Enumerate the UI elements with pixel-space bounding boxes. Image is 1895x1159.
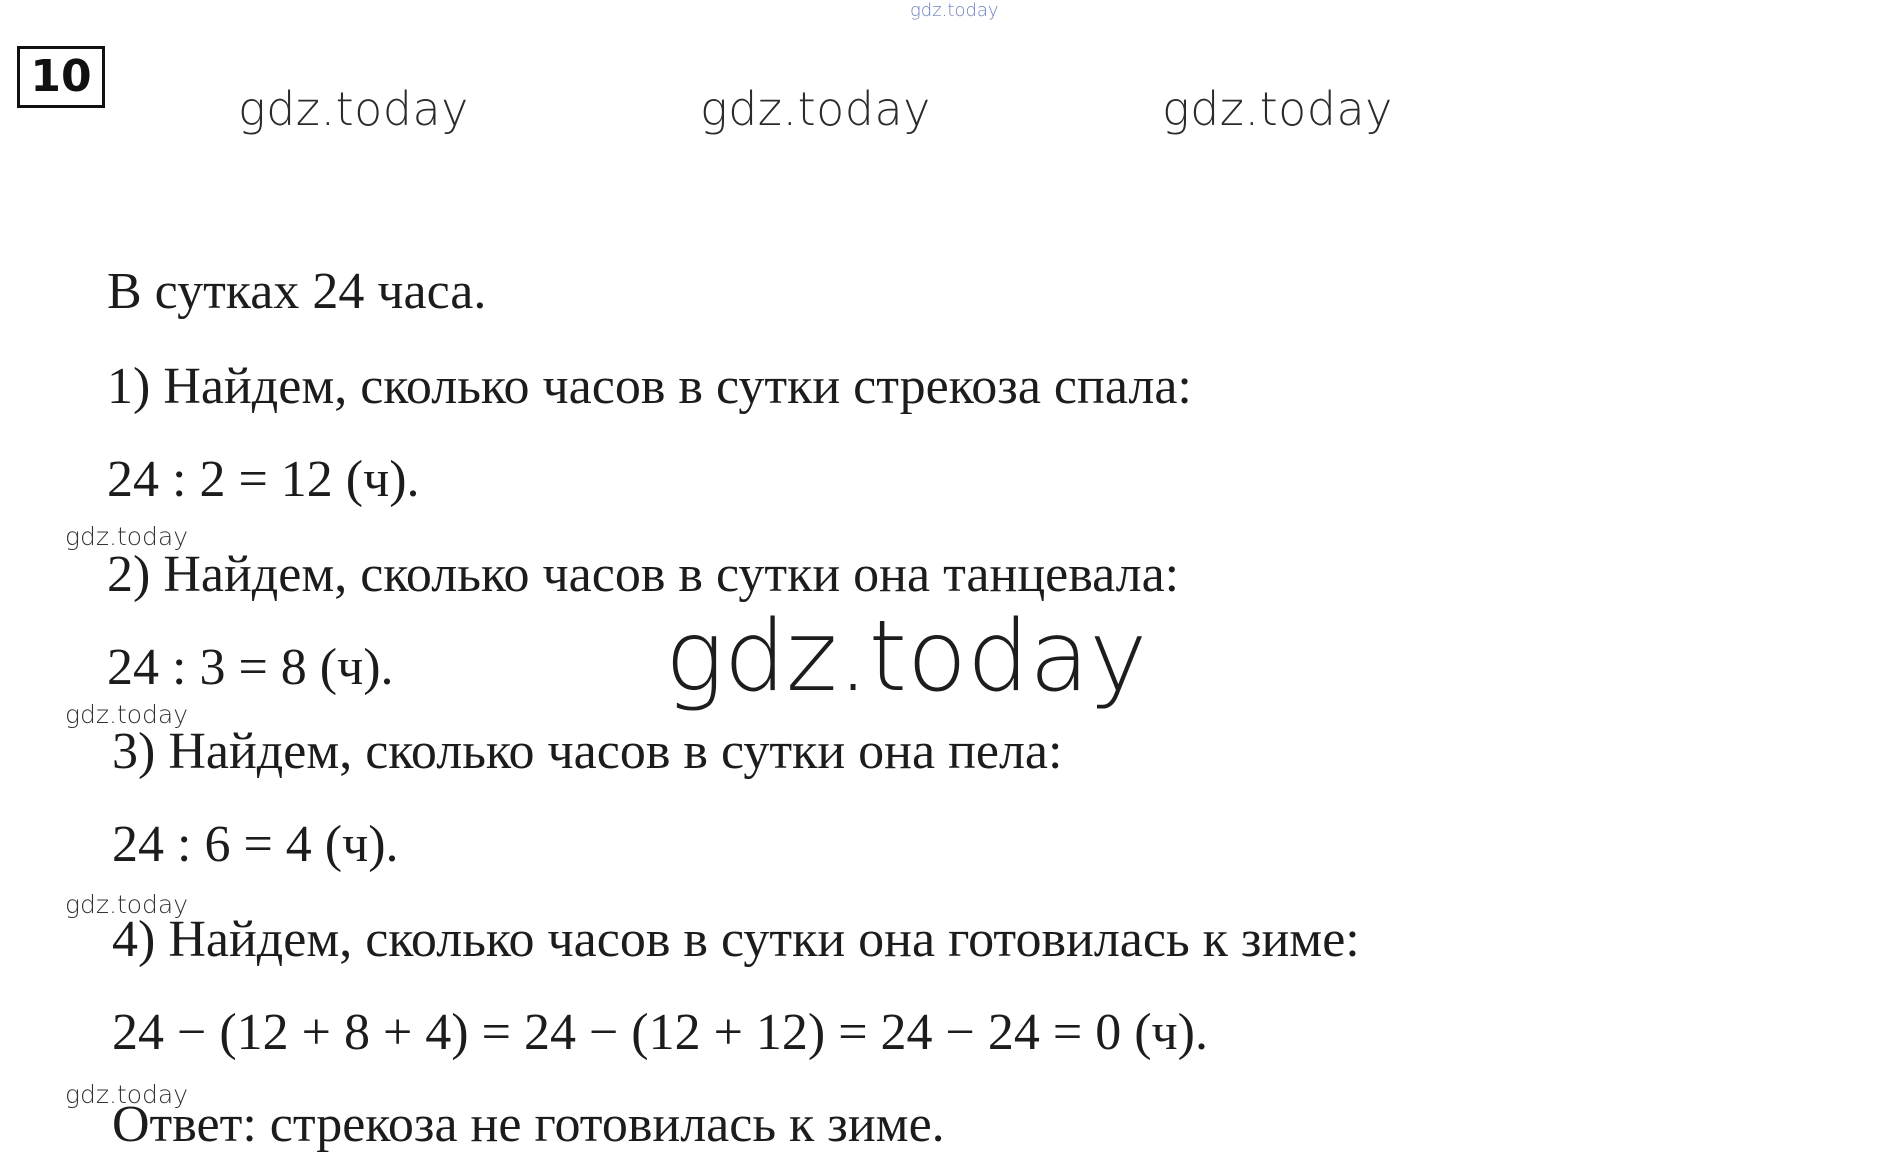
watermark-side-2: gdz.today <box>65 700 189 729</box>
watermark-header-1: gdz.today <box>238 82 469 136</box>
solution-line-step1: 1) Найдем, сколько часов в сутки стрекоза спала: <box>107 358 1192 415</box>
solution-line-intro: В сутках 24 часа. <box>107 263 487 320</box>
solution-line-step3: 3) Найдем, сколько часов в сутки она пела: <box>112 723 1063 780</box>
watermark-side-3: gdz.today <box>65 890 189 919</box>
watermark-big: gdz.today <box>665 600 1148 714</box>
solution-line-calc3: 24 : 6 = 4 (ч). <box>112 816 399 873</box>
solution-line-answer: Ответ: стрекоза не готовилась к зиме. <box>112 1096 945 1153</box>
solution-line-step4: 4) Найдем, сколько часов в сутки она готовилась к зиме: <box>112 911 1360 968</box>
solution-line-step2: 2) Найдем, сколько часов в сутки она танцевала: <box>107 546 1180 603</box>
solution-line-calc4: 24 − (12 + 8 + 4) = 24 − (12 + 12) = 24 − 24 = 0 (ч). <box>112 1004 1208 1061</box>
watermark-side-1: gdz.today <box>65 522 189 551</box>
solution-line-calc1: 24 : 2 = 12 (ч). <box>107 451 420 508</box>
watermark-header-2: gdz.today <box>700 82 931 136</box>
task-number-box: 10 <box>17 46 105 108</box>
watermark-top: gdz.today <box>910 0 999 21</box>
solution-line-calc2: 24 : 3 = 8 (ч). <box>107 639 394 696</box>
watermark-side-4: gdz.today <box>65 1080 189 1109</box>
watermark-header-3: gdz.today <box>1162 82 1393 136</box>
